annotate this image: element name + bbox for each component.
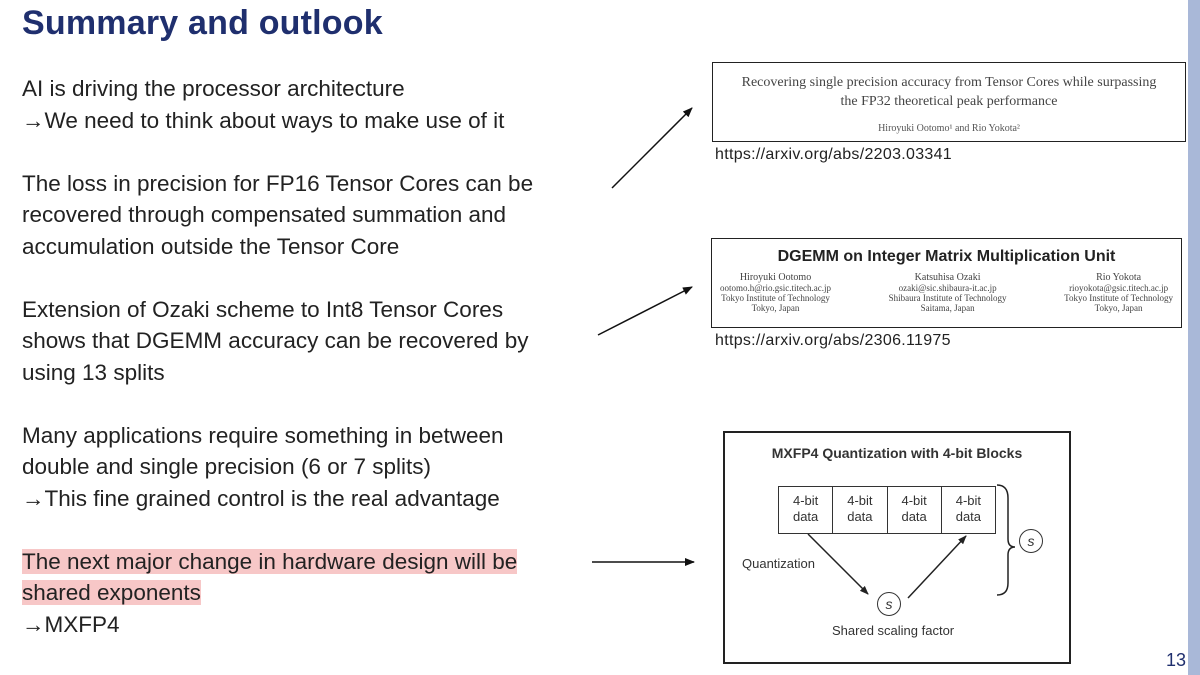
point-line: →MXFP4 — [22, 611, 120, 637]
quantization-label: Quantization — [742, 556, 815, 571]
author-location: Tokyo, Japan — [751, 303, 800, 313]
cell-line: 4-bit — [792, 493, 819, 508]
cell-line: data — [955, 509, 982, 524]
point-line: Many applications require something in between — [22, 422, 504, 448]
paper-title-line: the FP32 theoretical peak performance — [840, 94, 1058, 109]
author-block — [720, 273, 831, 313]
paper-title: DGEMM on Integer Matrix Multiplication Unit — [777, 248, 1116, 265]
scale-arrow — [908, 536, 966, 598]
point-line: The loss in precision for FP16 Tensor Cores can be — [22, 170, 534, 196]
shared-scaling-label: Shared scaling factor — [832, 623, 955, 638]
author-affiliation: Shibaura Institute of Technology — [888, 293, 1007, 303]
point-line: Extension of Ozaki scheme to Int8 Tensor Cores — [22, 296, 504, 322]
point-shared-exponents — [22, 546, 612, 641]
paper-preview-dgemm — [711, 238, 1182, 328]
highlight-text: The next major change in hardware design will be — [22, 548, 518, 574]
point-ozaki-int8 — [22, 294, 612, 389]
paper1-url[interactable]: https://arxiv.org/abs/2203.03341 — [715, 146, 953, 163]
paper2-url[interactable]: https://arxiv.org/abs/2306.11975 — [715, 332, 951, 349]
slide-title: Summary and outlook — [22, 4, 383, 42]
point-line: double and single precision (6 or 7 splits) — [22, 454, 431, 479]
author-name: Hiroyuki Ootomo — [739, 272, 812, 283]
point-line: →We need to think about ways to make use of it — [22, 107, 505, 133]
scale-bubble: s — [1019, 529, 1043, 553]
quantization-arrow — [808, 534, 868, 594]
author-email: rioyokota@gsic.titech.ac.jp — [1069, 283, 1169, 293]
arrow-to-paper1 — [612, 108, 692, 188]
arrow-to-paper2 — [598, 287, 692, 335]
point-ai-architecture — [22, 73, 612, 136]
author-email: ootomo.h@rio.gsic.titech.ac.jp — [720, 283, 832, 293]
author-location: Tokyo, Japan — [1094, 303, 1143, 313]
highlighted-line — [22, 546, 612, 578]
data-cell — [888, 487, 942, 533]
cell-line: data — [847, 509, 873, 524]
paper-preview-tensor-cores — [712, 62, 1186, 142]
point-line: shows that DGEMM accuracy can be recovered by — [22, 328, 529, 353]
paper-title — [713, 73, 1185, 111]
point-line: accumulation outside the Tensor Core — [22, 233, 400, 259]
scale-bubble: s — [877, 592, 901, 616]
highlighted-line — [22, 577, 612, 609]
cell-line: 4-bit — [955, 493, 982, 508]
point-line: using 13 splits — [22, 359, 165, 385]
author-affiliation: Tokyo Institute of Technology — [721, 293, 830, 303]
data-cell — [942, 487, 995, 533]
point-line: AI is driving the processor architecture — [22, 76, 405, 101]
point-line: →This fine grained control is the real advantage — [22, 485, 500, 511]
authors-row — [712, 266, 1181, 313]
paper-authors: Hiroyuki Ootomo¹ and Rio Yokota² — [878, 123, 1020, 134]
cell-line: data — [901, 509, 927, 524]
author-name: Katsuhisa Ozaki — [914, 272, 981, 283]
author-block — [889, 273, 1007, 313]
cell-line: data — [792, 509, 819, 524]
cell-line: 4-bit — [901, 493, 927, 508]
highlight-text: shared exponents — [22, 580, 201, 605]
block-brace — [997, 485, 1015, 595]
author-name: Rio Yokota — [1096, 272, 1142, 283]
cell-line: 4-bit — [847, 493, 873, 508]
data-cell — [779, 487, 833, 533]
paper-title-line: Recovering single precision accuracy from Tensor Cores while surpassing — [741, 75, 1157, 90]
point-mixed-precision — [22, 420, 612, 515]
point-fp16-precision — [22, 168, 612, 263]
mxfp4-diagram — [723, 431, 1071, 664]
author-block — [1064, 273, 1173, 313]
summary-points — [22, 73, 612, 672]
data-cell — [833, 487, 887, 533]
data-block — [778, 486, 996, 534]
author-location: Saitama, Japan — [920, 303, 975, 313]
page-number: 13 — [1165, 650, 1186, 670]
point-line: recovered through compensated summation and — [22, 202, 507, 227]
side-accent-bar — [1188, 0, 1200, 675]
author-email: ozaki@sic.shibaura-it.ac.jp — [898, 283, 997, 293]
mxfp4-title: MXFP4 Quantization with 4-bit Blocks — [771, 445, 1023, 461]
author-affiliation: Tokyo Institute of Technology — [1064, 293, 1173, 303]
